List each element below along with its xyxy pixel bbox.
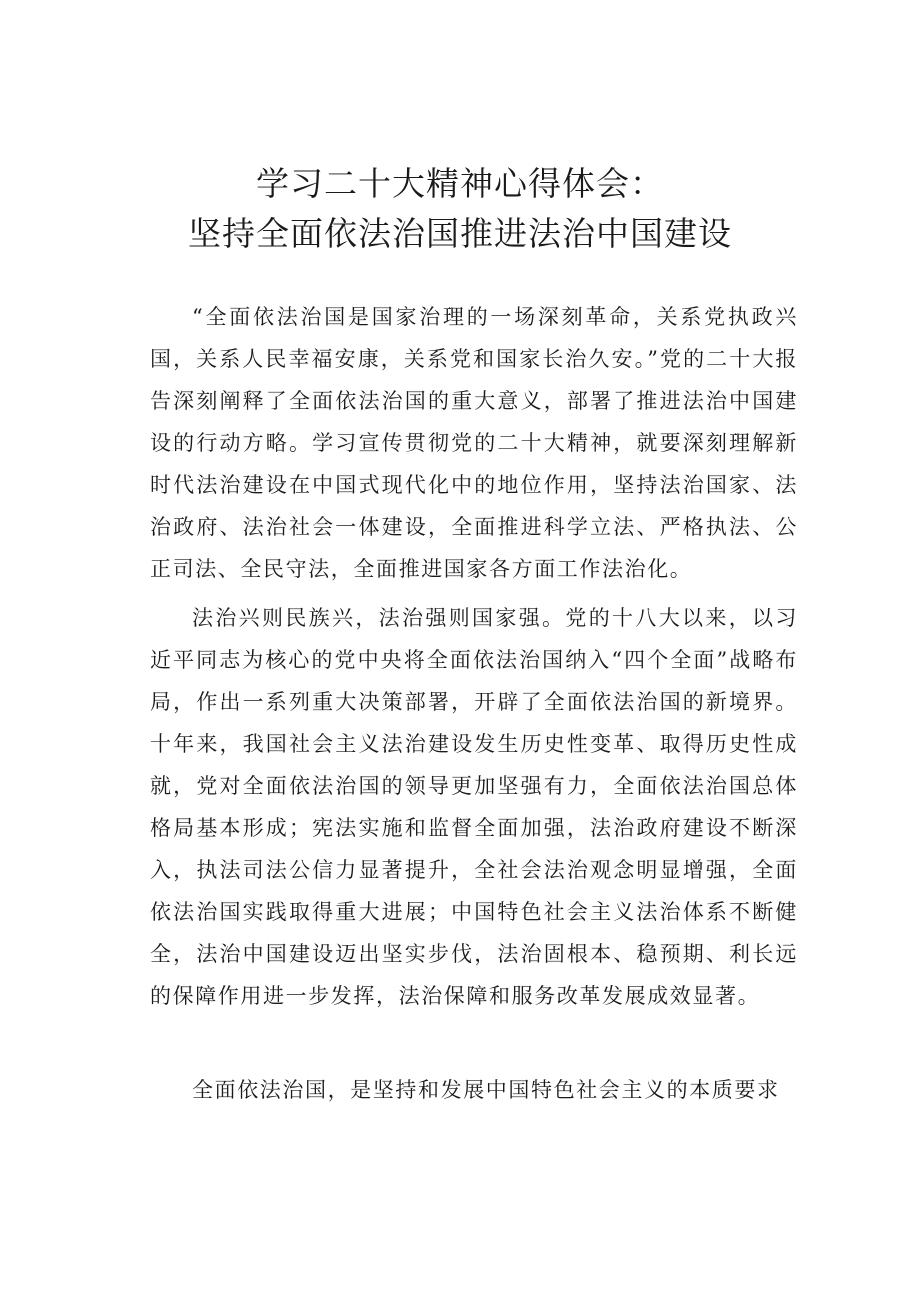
- document-title-line-2: 坚持全面依法治国推进法治中国建设: [188, 214, 732, 253]
- paragraph-3: 全面依法治国，是坚持和发展中国特色社会主义的本质要求: [192, 1078, 780, 1102]
- paragraph-1: “全面依法治国是国家治理的一场深刻革命，关系党执政兴国，关系人民幸福安康，关系党和国家长治久安。”党的二十大报告深刻阐释了全面依法治国的重大意义，部署了推进法治中国建设的行动方略。学习宣传贯彻党的二十大精神，就要深刻理解新时代法治建设在中国式现代化中的地位作用，坚持法治国家、法治政府、法治社会一体建设，全面推进科学立法、严格执法、公正司法、全民守法，全面推进国家各方面工作法治化。: [150, 305, 798, 581]
- document-title-line-1: 学习二十大精神心得体会：: [256, 164, 664, 203]
- paragraph-2: 法治兴则民族兴，法治强则国家强。党的十八大以来，以习近平同志为核心的党中央将全面依法治国纳入“四个全面”战略布局，作出一系列重大决策部署，开辟了全面依法治国的新境界。十年来，我国社会主义法治建设发生历史性变革、取得历史性成就，党对全面依法治国的领导更加坚强有力，全面依法治国总体格局基本形成；宪法实施和监督全面加强，法治政府建设不断深入，执法司法公信力显著提升，全社会法治观念明显增强，全面依法治国实践取得重大进展；中国特色社会主义法治体系不断健全，法治中国建设迈出坚实步伐，法治固根本、稳预期、利长远的保障作用进一步发挥，法治保障和服务改革发展成效显著。: [150, 606, 798, 1008]
